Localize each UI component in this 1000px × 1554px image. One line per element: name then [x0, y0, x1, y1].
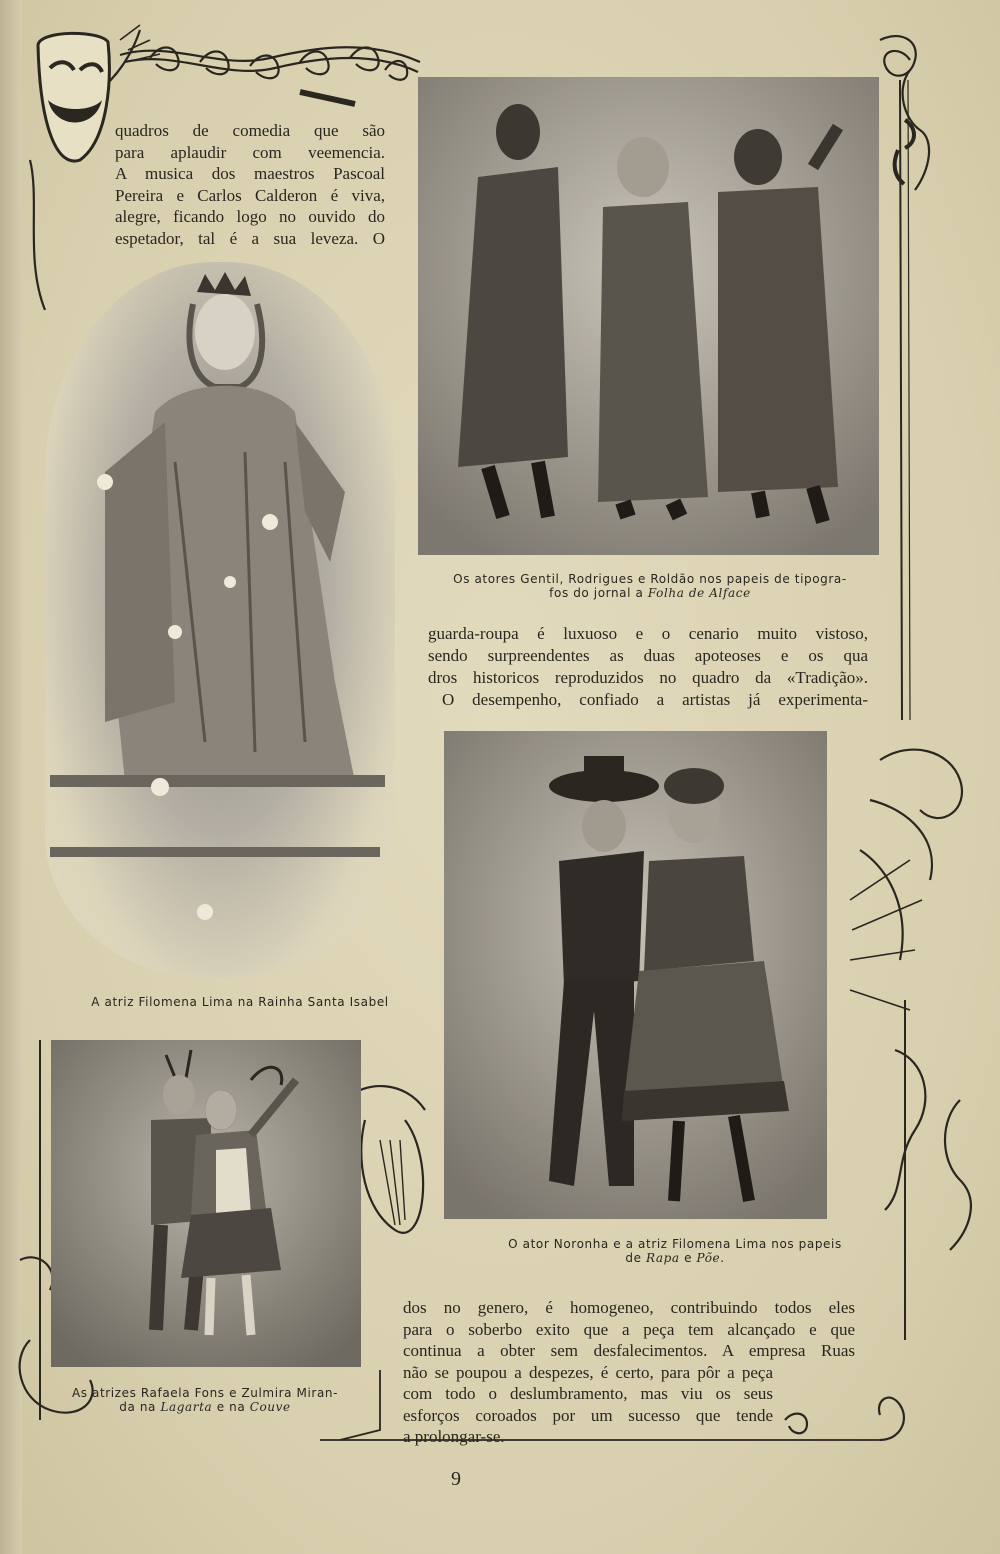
caption-couple-line2: de [625, 1251, 646, 1265]
caption-two-actresses-role2: Couve [249, 1400, 291, 1414]
text-column-bottom [403, 1297, 855, 1448]
caption-queen-line1: A atriz Filomena Lima na Rainha Santa Isabel [91, 995, 389, 1009]
photo-couple [444, 731, 827, 1219]
text-line: sendo surpreendentes as duas apoteoses e os qua [428, 646, 868, 665]
caption-couple-line1: O ator Noronha e a atriz Filomena Lima nos papeis [508, 1237, 842, 1251]
caption-three-actors-title: Folha de Alface [647, 586, 751, 600]
page-number: 9 [451, 1468, 461, 1490]
text-line: alegre, ficando logo no ouvido do [115, 207, 385, 226]
comedy-mask-icon [38, 33, 109, 161]
caption-three-actors [420, 572, 880, 600]
text-line: não se poupou a despezes, é certo, para pôr a peça [403, 1362, 773, 1382]
text-line: dros historicos reproduzidos no quadro da «Tradição». [428, 668, 868, 687]
text-column-middle [428, 623, 868, 711]
text-line: espetador, tal é a sua leveza. O [115, 228, 385, 248]
text-line: para aplaudir com veemencia. [115, 142, 385, 162]
caption-couple-and: e [679, 1251, 697, 1265]
text-line: quadros de comedia que são [115, 121, 385, 140]
caption-couple-role1: Rapa [645, 1251, 680, 1265]
caption-queen [60, 995, 420, 1009]
text-line: A musica dos maestros Pascoal [115, 164, 385, 183]
photo-queen [45, 262, 395, 977]
caption-couple-period: . [720, 1251, 725, 1265]
caption-three-actors-line2: fos do jornal a [549, 586, 648, 600]
caption-two-actresses-and: e na [212, 1400, 250, 1414]
caption-three-actors-line1: Os atores Gentil, Rodrigues e Roldão nos papeis de tipogra- [453, 572, 847, 586]
photo-two-actresses [51, 1040, 361, 1367]
text-line: esforços coroados por um sucesso que tende [403, 1405, 773, 1425]
caption-two-actresses-line1: As atrizes Rafaela Fons e Zulmira Miran- [71, 1386, 339, 1400]
text-line: a prolongar-se. [403, 1427, 505, 1446]
text-line: guarda-roupa é luxuoso e o cenario muito vistoso, [428, 624, 868, 643]
text-line: continua a obter sem desfalecimentos. A empresa Ruas [403, 1341, 855, 1360]
text-line: Pereira e Carlos Calderon é viva, [115, 185, 385, 205]
photo-three-actors [418, 77, 879, 555]
text-line: dos no genero, é homogeneo, contribuindo todos eles [403, 1298, 855, 1317]
caption-two-actresses [55, 1386, 355, 1414]
text-line: com todo o deslumbramento, mas viu os seus [403, 1384, 773, 1403]
caption-two-actresses-role1: Lagarta [160, 1400, 213, 1414]
text-line: O desempenho, confiado a artistas já experimenta- [442, 690, 868, 709]
caption-couple [485, 1237, 865, 1265]
caption-couple-role2: Põe [696, 1251, 721, 1265]
caption-two-actresses-line2: da na [119, 1400, 161, 1414]
text-line: para o soberbo exito que a peça tem alcançado e que [403, 1319, 855, 1339]
text-column-top [115, 120, 385, 249]
